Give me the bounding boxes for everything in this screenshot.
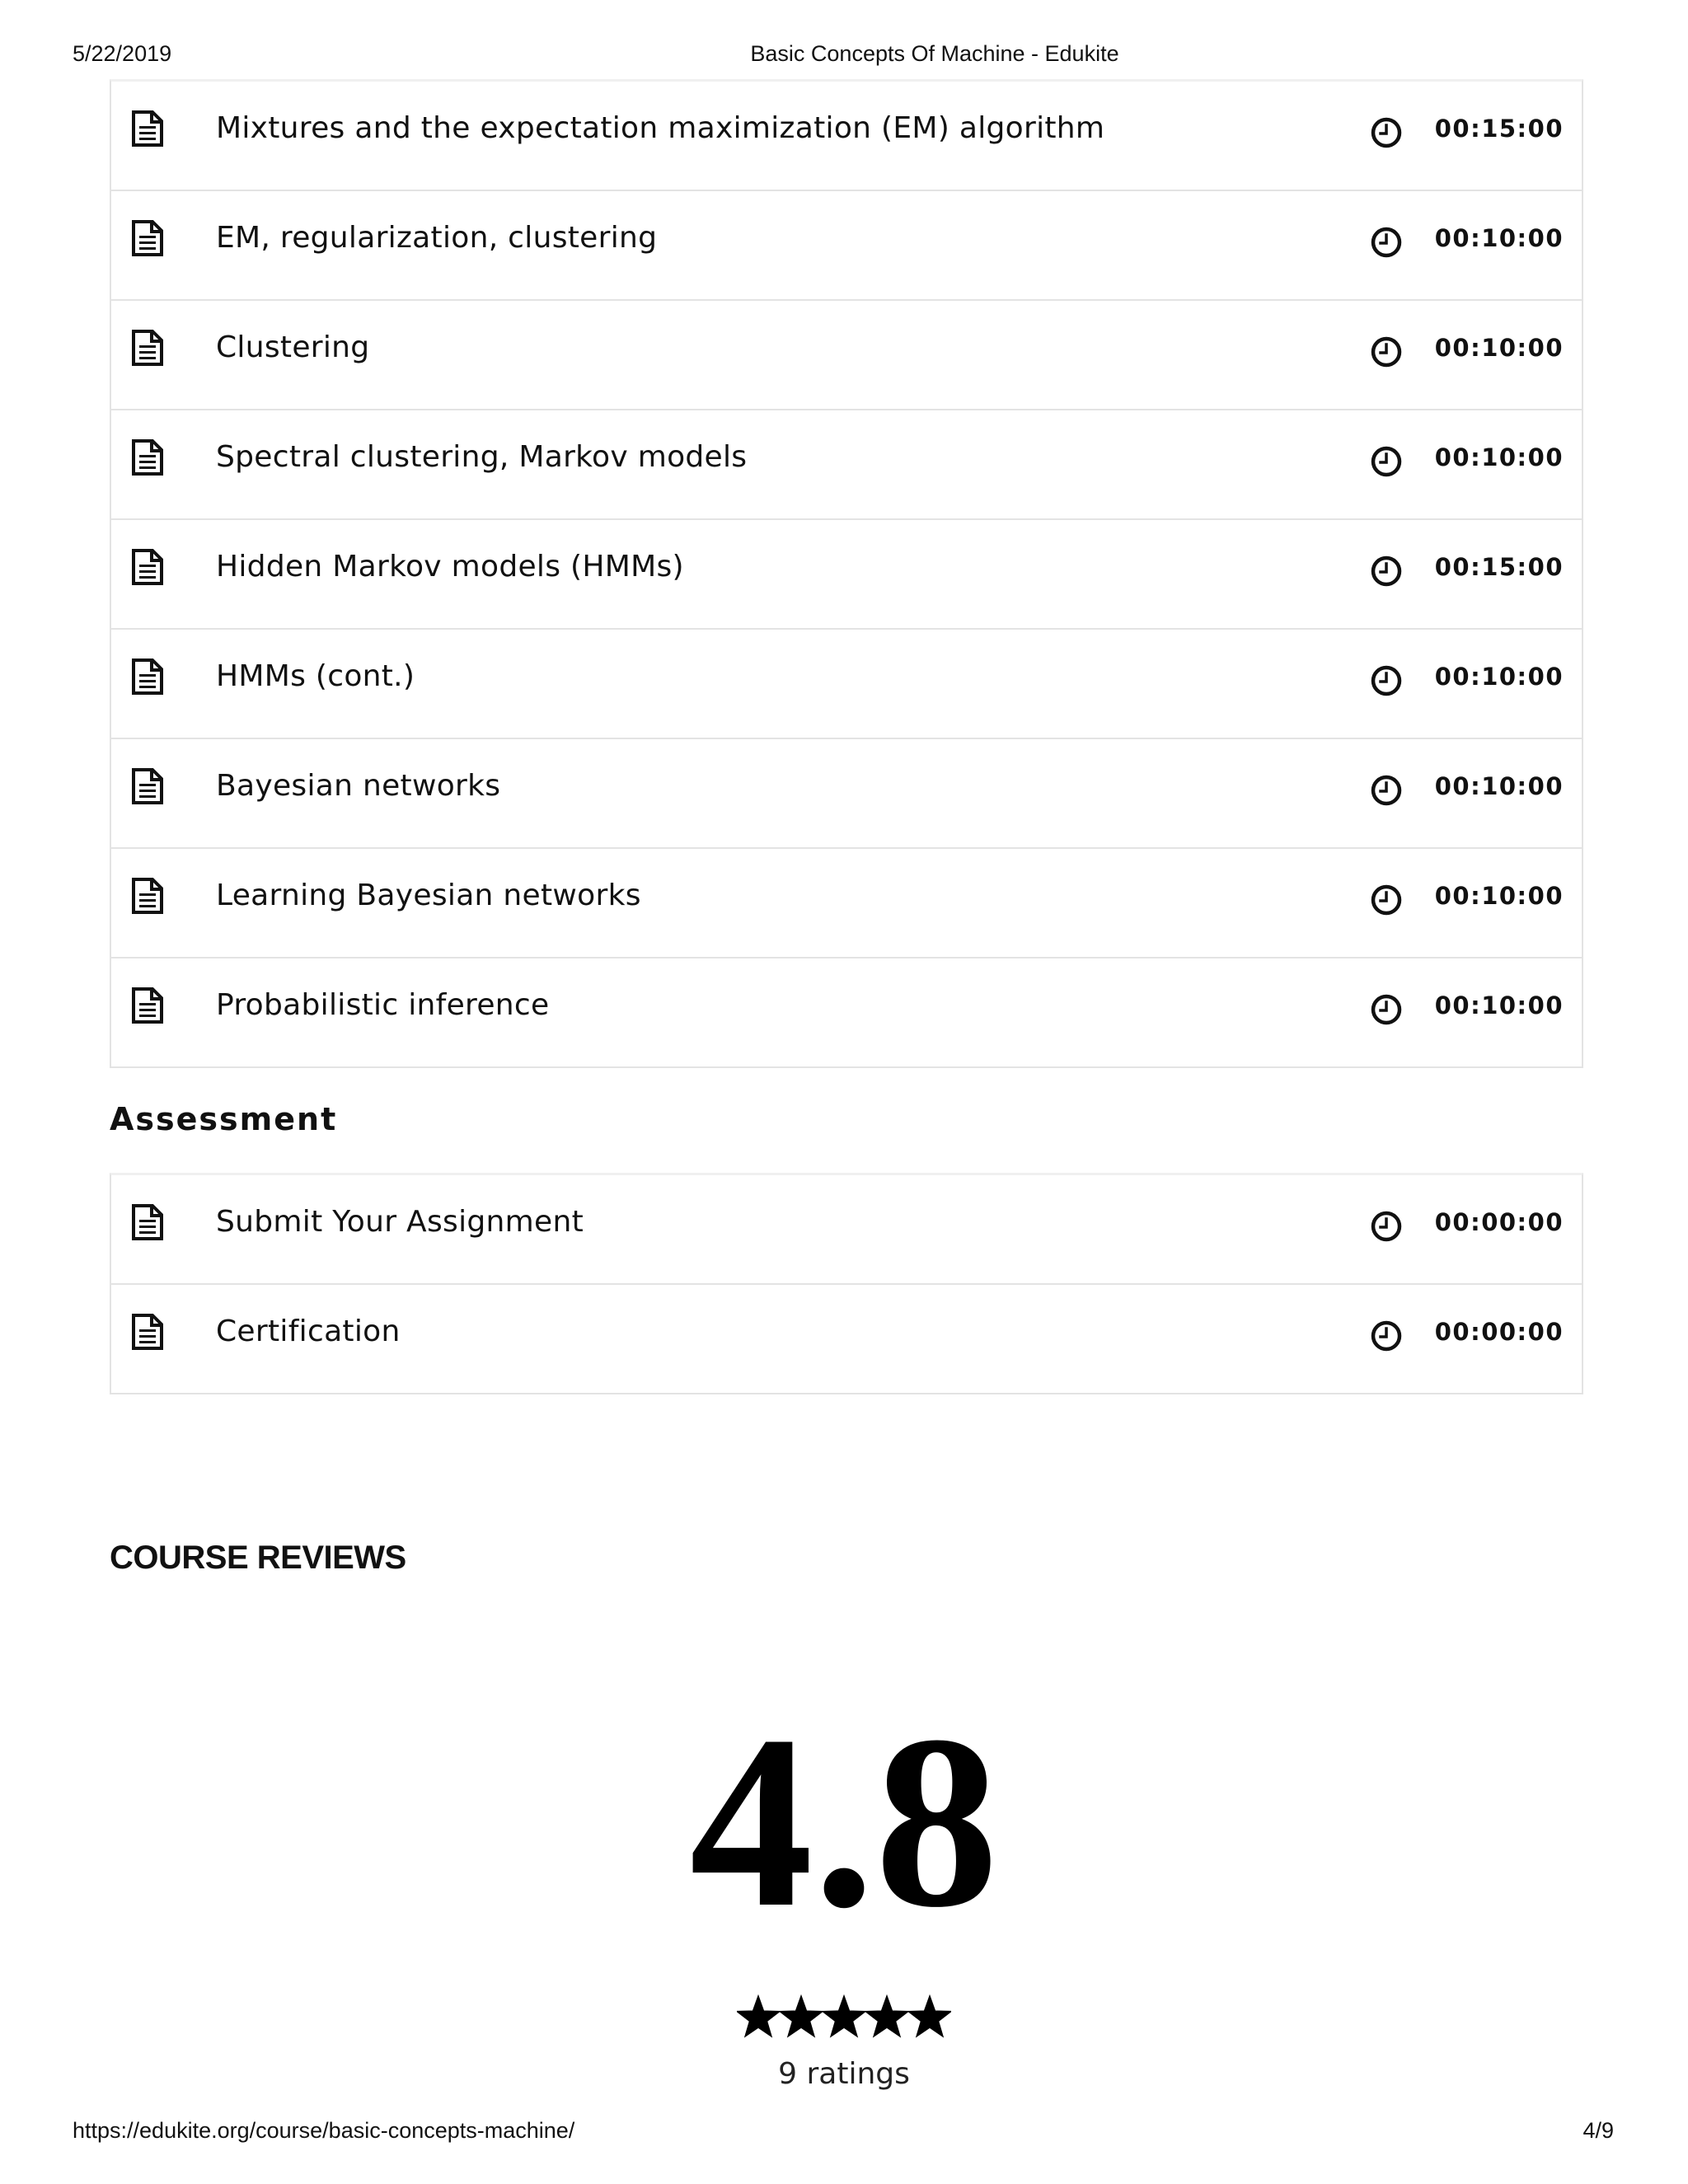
lesson-title[interactable]: Clustering <box>216 330 370 364</box>
clock-icon <box>1370 1319 1403 1352</box>
print-footer <box>0 2118 1688 2151</box>
lesson-duration: 00:10:00 <box>1434 443 1564 471</box>
lesson-title[interactable]: Certification <box>216 1315 401 1348</box>
assessment-heading: Assessment <box>110 1101 338 1137</box>
document-icon <box>131 329 164 367</box>
print-header <box>0 41 1688 74</box>
lesson-row[interactable] <box>111 958 1582 1068</box>
lesson-duration: 00:15:00 <box>1434 115 1564 143</box>
lesson-row[interactable] <box>111 301 1582 410</box>
clock-icon <box>1370 883 1403 916</box>
lesson-duration: 00:00:00 <box>1434 1208 1564 1236</box>
star-icon <box>737 1996 779 2036</box>
print-url: https://edukite.org/course/basic-concepts-machine/ <box>73 2118 575 2143</box>
lesson-duration: 00:10:00 <box>1434 663 1564 691</box>
lesson-title[interactable]: Hidden Markov models (HMMs) <box>216 550 684 583</box>
star-icon <box>823 1996 865 2036</box>
lesson-title[interactable]: EM, regularization, clustering <box>216 221 658 255</box>
lesson-title[interactable]: Probabilistic inference <box>216 988 550 1022</box>
lesson-row[interactable] <box>111 520 1582 630</box>
lesson-block <box>110 79 1583 1068</box>
lesson-title[interactable]: Learning Bayesian networks <box>216 879 641 912</box>
lesson-row[interactable] <box>111 82 1582 191</box>
lesson-duration: 00:10:00 <box>1434 772 1564 800</box>
lesson-row[interactable] <box>111 1175 1582 1285</box>
print-page-title: Basic Concepts Of Machine - Edukite <box>750 41 1119 66</box>
star-rating <box>737 1994 951 2041</box>
assessment-list <box>110 1173 1583 1394</box>
lesson-duration: 00:10:00 <box>1434 991 1564 1019</box>
clock-icon <box>1370 335 1403 368</box>
document-icon <box>131 548 164 586</box>
clock-icon <box>1370 993 1403 1026</box>
clock-icon <box>1370 774 1403 807</box>
star-icon <box>865 1996 907 2036</box>
lesson-title[interactable]: Spectral clustering, Markov models <box>216 440 748 474</box>
document-icon <box>131 110 164 148</box>
lesson-row[interactable] <box>111 410 1582 520</box>
document-icon <box>131 658 164 696</box>
lesson-title[interactable]: Mixtures and the expectation maximization (EM) algorithm <box>216 111 1105 145</box>
clock-icon <box>1370 1210 1403 1243</box>
document-icon <box>131 877 164 915</box>
course-reviews-heading: COURSE REVIEWS <box>110 1540 406 1576</box>
lesson-title[interactable]: Bayesian networks <box>216 769 501 803</box>
clock-icon <box>1370 116 1403 149</box>
document-icon <box>131 767 164 805</box>
lesson-duration: 00:10:00 <box>1434 334 1564 362</box>
lesson-duration: 00:00:00 <box>1434 1318 1564 1346</box>
star-icon <box>780 1996 822 2036</box>
print-page-number: 4/9 <box>1582 2118 1614 2143</box>
lesson-title[interactable]: Submit Your Assignment <box>216 1205 584 1239</box>
print-date: 5/22/2019 <box>73 41 172 66</box>
clock-icon <box>1370 226 1403 259</box>
lesson-row[interactable] <box>111 630 1582 739</box>
ratings-count: 9 ratings <box>778 2057 910 2091</box>
lesson-duration: 00:10:00 <box>1434 882 1564 910</box>
lesson-title[interactable]: HMMs (cont.) <box>216 659 415 693</box>
lesson-duration: 00:15:00 <box>1434 553 1564 581</box>
lesson-row[interactable] <box>111 849 1582 958</box>
star-icon <box>908 1996 950 2036</box>
document-icon <box>131 987 164 1024</box>
clock-icon <box>1370 555 1403 588</box>
lesson-row[interactable] <box>111 739 1582 849</box>
document-icon <box>131 1203 164 1241</box>
document-icon <box>131 1313 164 1351</box>
document-icon <box>131 438 164 476</box>
lesson-list <box>110 79 1583 1068</box>
clock-icon <box>1370 664 1403 697</box>
lesson-row[interactable] <box>111 1285 1582 1394</box>
lesson-duration: 00:10:00 <box>1434 224 1564 252</box>
average-rating: 4.8 <box>689 1685 999 1958</box>
clock-icon <box>1370 445 1403 478</box>
assessment-block <box>110 1173 1583 1394</box>
lesson-row[interactable] <box>111 191 1582 301</box>
document-icon <box>131 219 164 257</box>
